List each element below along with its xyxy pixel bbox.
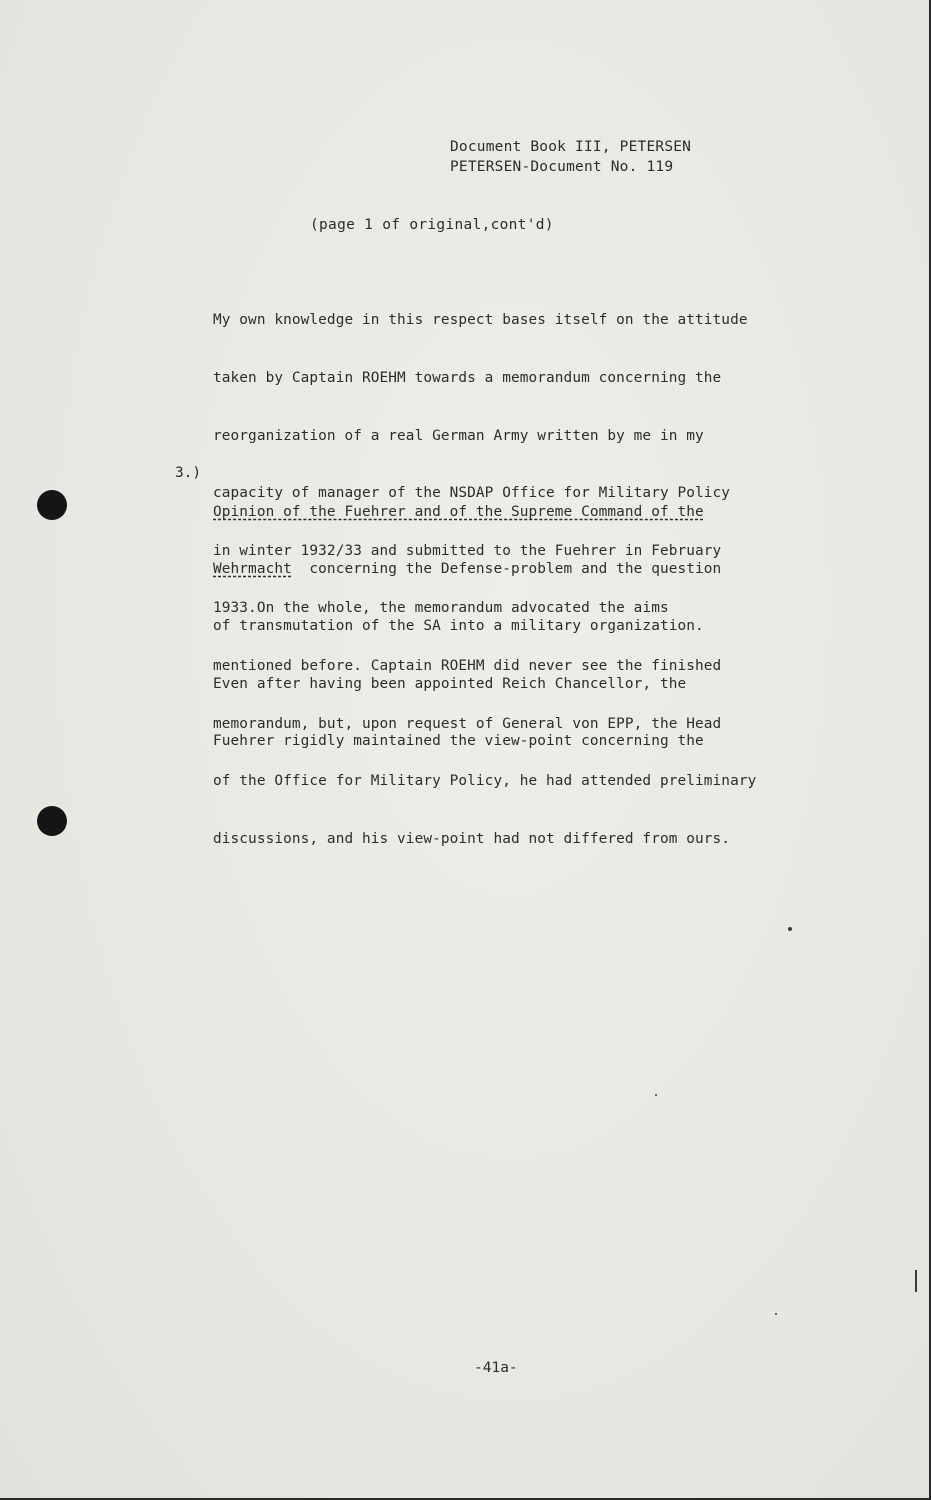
punch-hole-top [37,490,67,520]
section-heading-rest: concerning the Defense-problem and the question [291,561,722,578]
section-heading-continuation [213,560,823,579]
paragraph-line: in winter 1932/33 and submitted to the Fuehrer in February [213,542,722,559]
paper-speck [655,1094,657,1096]
section-line: of transmutation of the SA into a military organization. [213,618,704,635]
section-heading-line: Opinion of the Fuehrer and of the Supreme Command of the [213,504,704,520]
paragraph-line: of the Office for Military Policy, he had attended preliminary [213,773,757,790]
section-line: Even after having been appointed Reich Chancellor, the [213,675,687,692]
paragraph-line: discussions, and his view-point had not differed from ours. [213,830,731,847]
edge-mark [915,1270,917,1292]
punch-hole-bottom [37,806,67,836]
section-block [213,465,823,789]
section-number: 3.) [175,465,201,481]
page-reference: (page 1 of original,cont'd) [310,217,554,233]
section-heading-underlined-word: Wehrmacht [213,561,292,578]
paper-speck [775,1313,777,1315]
paper-speck [788,927,792,931]
paragraph-line: reorganization of a real German Army written by me in my [213,427,704,444]
section-line: Fuehrer rigidly maintained the view-point concerning the [213,732,704,749]
paragraph-line: mentioned before. Captain ROEHM did never see the finished [213,657,722,674]
document-header [450,137,691,177]
paragraph-line: memorandum, but, upon request of General von EPP, the Head [213,715,722,732]
header-document-number: PETERSEN-Document No. 119 [450,159,674,175]
paragraph-line: taken by Captain ROEHM towards a memorandum concerning the [213,370,722,386]
paragraph-line: 1933.On the whole, the memorandum advocated the aims [213,600,669,617]
paragraph-line: capacity of manager of the NSDAP Office for Military Policy [213,485,731,502]
paragraph-line: My own knowledge in this respect bases itself on the attitude [213,312,748,329]
page-number: -41a- [474,1360,518,1376]
header-book-line: Document Book III, PETERSEN [450,139,692,155]
